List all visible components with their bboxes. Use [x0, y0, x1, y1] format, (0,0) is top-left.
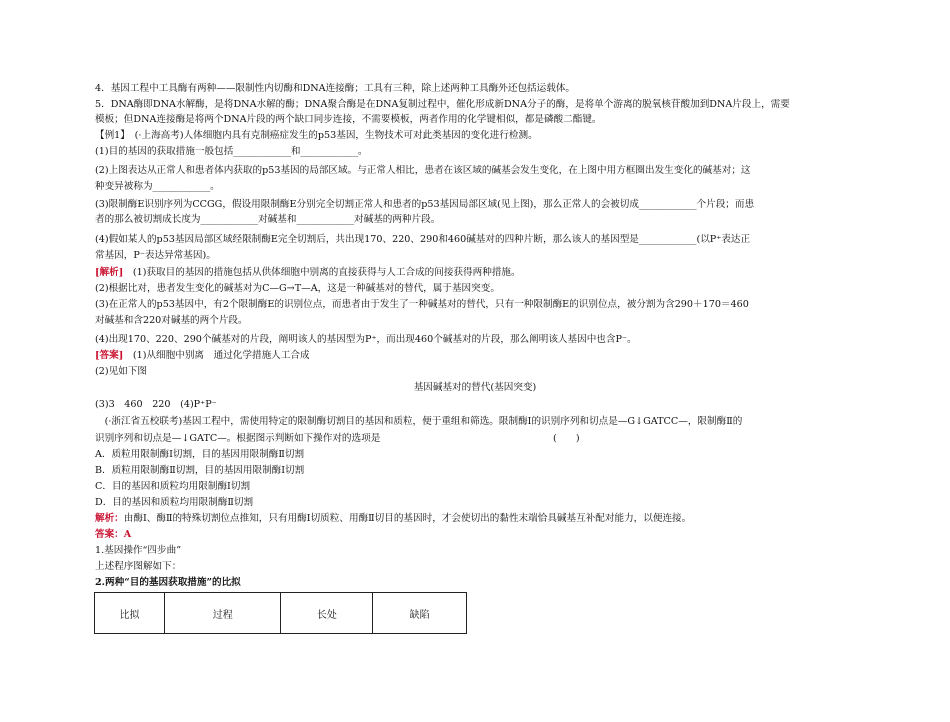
text-line: (2)见如下图 — [95, 366, 147, 377]
text-line: 5．DNA酶即DNA水解酶，是将DNA水解的酶；DNA聚合酶是在DNA复制过程中，催化形成新DNA分子的酶，是将单个游离的脱氧核苷酸加到DNA片段上，需要 — [95, 99, 790, 110]
table-header-row — [95, 593, 467, 634]
text-line: (2)根据比对，患者发生变化的碱基对为C—G→T—A，这是一种碱基对的替代，属于基因突变。 — [95, 283, 500, 294]
table-header-cell: 缺陷 — [373, 593, 467, 634]
section-heading: 1.基因操作“四步曲” — [95, 545, 182, 556]
text-line: 模板；但DNA连接酶是将两个DNA片段的两个缺口同步连接，不需要模板，两者作用的化学键相似，都是磷酸二酯键。 — [95, 114, 602, 125]
text-line: 上述程序图解如下： — [95, 561, 182, 572]
text-line: (·浙江省五校联考)基因工程中，需使用特定的限制酶切割目的基因和质粒，便于重组和筛选。限制酶Ⅰ的识别序列和切点是—G↓GATCC—，限制酶Ⅱ的 — [95, 416, 743, 427]
option-c: C．目的基因和质粒均用限制酶Ⅰ切割 — [95, 481, 251, 492]
text-line: 识别序列和切点是—↓GATC—。根据图示判断如下操作对的选项是 ( ) — [95, 433, 580, 444]
option-d: D．目的基因和质粒均用限制酶Ⅱ切割 — [95, 497, 254, 508]
answer-label: [答案] — [95, 350, 124, 361]
text-line: (3)3 460 220 (4)P⁺P⁻ — [95, 399, 217, 410]
text-line: (4)出现170、220、290个碱基对的片段，阐明该人的基因型为P⁺，而出现460个碱基对的片段，那么阐明该人基因中也含P⁻。 — [95, 334, 637, 345]
text-line: (3)限制酶E识别序列为CCGG，假设用限制酶E分别完全切割正常人和患者的p53基因局部区域(见上图)，那么正常人的会被切成____________个片段；而患 — [95, 199, 755, 210]
option-b: B．质粒用限制酶Ⅱ切割，目的基因用限制酶Ⅰ切割 — [95, 465, 305, 476]
comparison-table — [94, 592, 467, 634]
text-line: 常基因，P⁻表达异常基因)。 — [95, 250, 216, 261]
answer2-line — [95, 528, 131, 541]
text-line: 对碱基和含220对碱基的两个片段。 — [95, 315, 248, 326]
text-line: (3)在正常人的p53基因中，有2个限制酶E的识别位点，而患者由于发生了一种碱基对的替代，只有一种限制酶E的识别位点，被分割为含290＋170＝460 — [95, 299, 749, 310]
table-header-cell: 比拟 — [95, 593, 165, 634]
answer2-text: 答案：A — [95, 529, 132, 540]
text-line: (1)目的基因的获取措施一般包括____________和____________。 — [95, 146, 368, 157]
analysis2-line — [95, 512, 691, 525]
option-a: A．质粒用限制酶Ⅰ切割，目的基因用限制酶Ⅱ切割 — [95, 449, 305, 460]
text-line: (2)上图表达从正常人和患者体内获取的p53基因的局部区域。与正常人相比，患者在该区域的碱基会发生变化，在上图中用方框圈出发生变化的碱基对；这 — [95, 165, 751, 176]
analysis-line — [95, 266, 521, 279]
analysis2-rest: 由酶Ⅰ、酶Ⅱ的特殊切割位点推知，只有用酶Ⅰ切质粒、用酶Ⅱ切目的基因时，才会使切出的黏性末端恰具碱基互补配对能力，以便连接。 — [123, 513, 692, 524]
answer-rest: (1)从细胞中别离 通过化学措施人工合成 — [123, 350, 310, 361]
answer-line — [95, 349, 310, 362]
text-line: 者的那么被切割成长度为____________对碱基和____________对碱基的两种片段。 — [95, 214, 441, 225]
example-heading: 【例1】 (·上海高考)人体细胞内具有克制癌症发生的p53基因，生物技术可对此类基因的变化进行检测。 — [95, 130, 538, 141]
text-line: 种变异被称为____________。 — [95, 181, 220, 192]
analysis2-label: 解析： — [95, 513, 124, 524]
table-header-cell: 过程 — [165, 593, 281, 634]
analysis-label: [解析] — [95, 267, 124, 278]
figure-caption: 基因碱基对的替代(基因突变) — [413, 382, 537, 393]
analysis-rest: (1)获取目的基因的措施包括从供体细胞中别离的直接获得与人工合成的间接获得两种措施。 — [123, 267, 521, 278]
section-heading: 2.两种“目的基因获取措施”的比拟 — [95, 577, 241, 588]
text-line: (4)假如某人的p53基因局部区域经限制酶E完全切割后，共出现170、220、290和460碱基对的四种片断，那么该人的基因型是____________(以P⁺表达正 — [95, 234, 751, 245]
text-line: 4．基因工程中工具酶有两种——限制性内切酶和DNA连接酶；工具有三种，除上述两种工具酶外还包括运载体。 — [95, 83, 576, 94]
table-header-cell: 长处 — [281, 593, 373, 634]
